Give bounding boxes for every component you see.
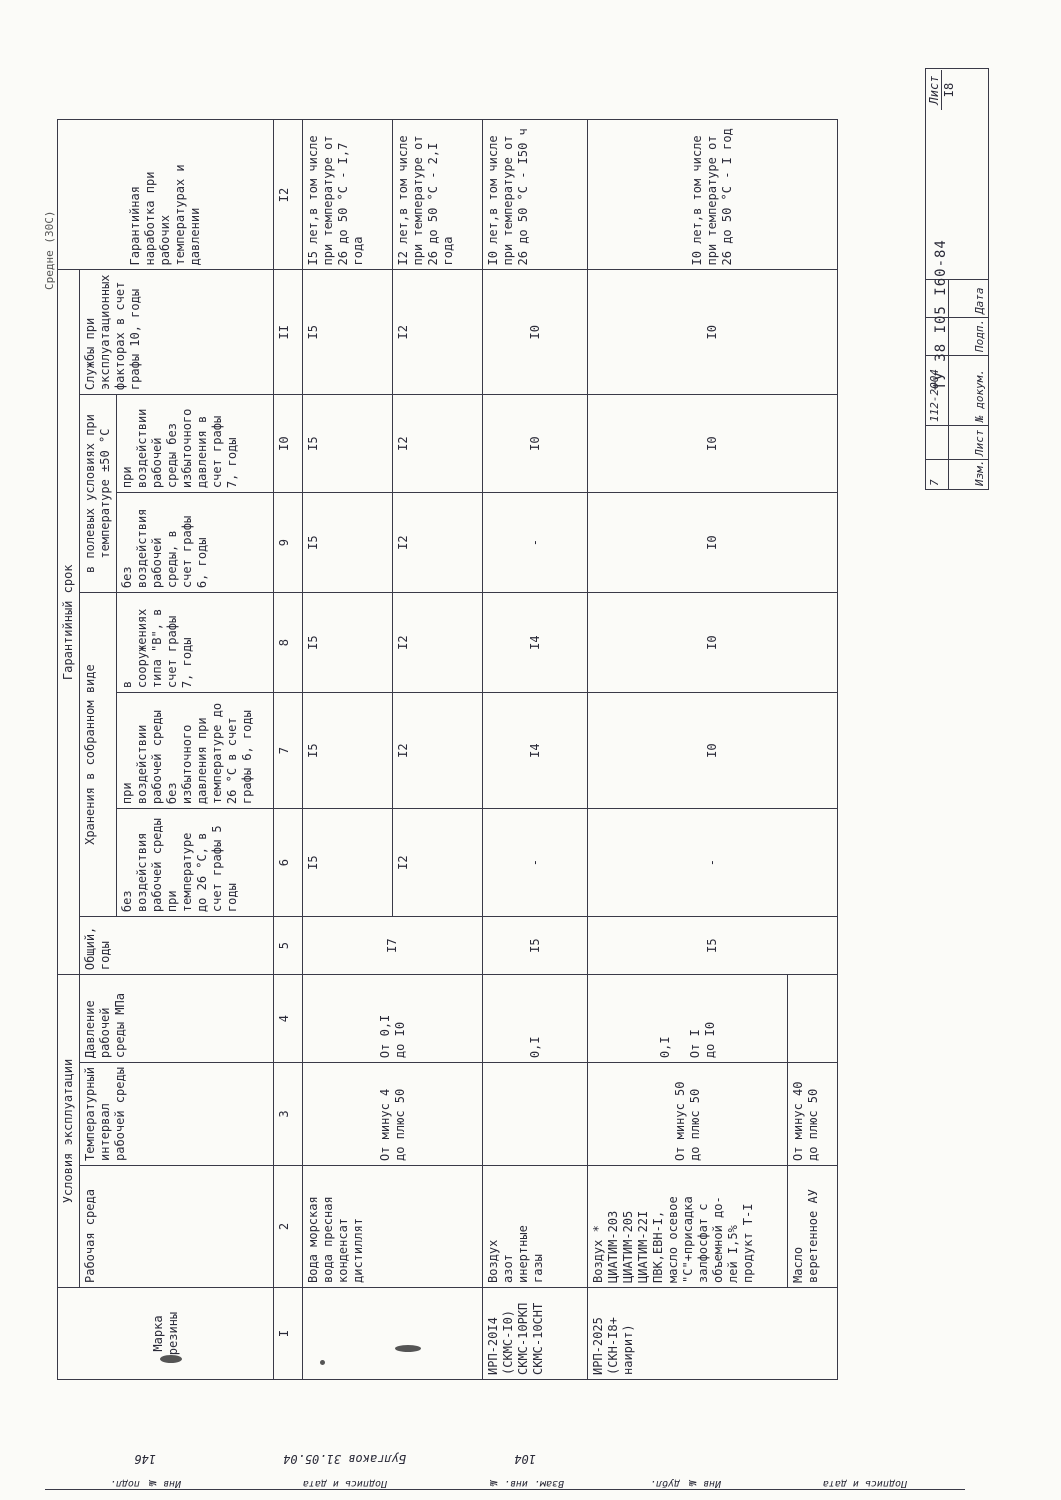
side-value-inv-dup: 104 — [514, 1452, 536, 1466]
cell-brand — [303, 1288, 483, 1380]
cell-c12: I0 лет,в том числе при температуре от 26 до 50 °С - I50 ч — [483, 120, 588, 270]
cell-c8: I0 — [588, 593, 838, 693]
stamp-sheet-label: Лист — [973, 429, 986, 456]
cell-c12: I0 лет,в том числе при температуре от 26 до 50 °С - I год — [588, 120, 838, 270]
header-col7: при воздействии рабочей среды без избыточного давления при температуре до 26 °С в счет графы 6, годы — [117, 693, 274, 809]
cell-total: I7 — [303, 917, 483, 975]
side-label-inv-dup: Взам. инв. № — [445, 1468, 605, 1490]
column-number: 7 — [274, 693, 303, 809]
header-row-1 — [58, 120, 80, 1380]
cell-total: I5 — [483, 917, 588, 975]
side-label-inv-dubl: Инв № дубл. — [605, 1468, 765, 1490]
cell-c6: I2 — [393, 809, 483, 917]
cell-pressure: 0,I От I до I0 — [588, 975, 788, 1063]
cell-total: I5 — [588, 917, 838, 975]
cell-c10: I5 — [303, 395, 393, 493]
table-row — [588, 120, 788, 1380]
header-warranty-period: Гарантийный срок — [58, 270, 80, 975]
cell-c7: I0 — [588, 693, 838, 809]
cell-c10: I0 — [588, 395, 838, 493]
header-col4: Давление рабочей среды МПа — [80, 975, 274, 1063]
cell-c10: I2 — [393, 395, 483, 493]
side-value-inv-orig: 146 — [134, 1452, 156, 1466]
stamp-sign-label: Подп. — [973, 318, 986, 352]
header-col5: Общий, годы — [80, 917, 274, 975]
cell-c6: - — [483, 809, 588, 917]
side-stamp-band — [45, 1380, 1005, 1490]
table-row — [303, 120, 393, 1380]
header-col6: без воздействия рабочей среды при температуре до 26 °С, в счет графы 5 годы — [117, 809, 274, 917]
stamp-doc-value: 112-2004 — [928, 369, 941, 422]
cell-c11: I0 — [588, 270, 838, 395]
cell-media: Масло веретенное АУ — [788, 1166, 838, 1288]
cell-c8: I2 — [393, 593, 483, 693]
stamp-change — [926, 459, 988, 489]
cell-c6: I5 — [303, 809, 393, 917]
cell-temp: От минус 40 до плюс 50 — [788, 1063, 838, 1166]
header-col12: Гарантийная наработка при рабочих температурах и давлении — [58, 120, 274, 270]
sheet-number: I8 — [942, 82, 956, 98]
table-row — [483, 120, 588, 1380]
cell-media: Вода морская вода пресная конденсат дистиллят — [303, 1166, 483, 1288]
cell-media: Воздух * ЦИАТИМ-203 ЦИАТИМ-205 ЦИАТИМ-22I ПВК,ЕВН-I, масло осевое "С"+присадка залфосфат с объемной до- лей I,5% продукт Т-I — [588, 1166, 788, 1288]
cell-pressure — [788, 975, 838, 1063]
column-number: 8 — [274, 593, 303, 693]
header-field: в полевых условиях при температуре ±50 °С — [80, 395, 117, 593]
header-storage: Хранения в собранном виде — [80, 593, 117, 917]
cell-c6: - — [588, 809, 838, 917]
cell-brand: ИРП-20I4 (СКМС-I0) СКМС-10РКП СКМС-10СНТ — [483, 1288, 588, 1380]
document-sheet — [45, 60, 1005, 1490]
cell-c9: I5 — [303, 493, 393, 593]
header-col3: Температурный интервал рабочей среды — [80, 1063, 274, 1166]
column-number: 4 — [274, 975, 303, 1063]
side-label-sign-date: Подпись и дата — [245, 1468, 445, 1490]
cell-c7: I4 — [483, 693, 588, 809]
column-number: I2 — [274, 120, 303, 270]
cell-c9: I0 — [588, 493, 838, 593]
column-number: 5 — [274, 917, 303, 975]
stamp-doc-label: № докум. — [973, 369, 986, 422]
cell-c10: I0 — [483, 395, 588, 493]
scan-smudge — [160, 1355, 182, 1363]
column-number: 9 — [274, 493, 303, 593]
cell-c11: I2 — [393, 270, 483, 395]
cell-brand: ИРП-2025 (СКН-I8+ наирит) — [588, 1288, 838, 1380]
side-value-sign: Булгаков 31.05.04 — [283, 1452, 407, 1466]
column-number: I — [274, 1288, 303, 1380]
cell-temp — [483, 1063, 588, 1166]
header-col9: без воздействия рабочей среды, в счет графы 6, годы — [117, 493, 274, 593]
cell-c11: I5 — [303, 270, 393, 395]
rotated-page-frame — [45, 60, 1005, 1490]
column-number: II — [274, 270, 303, 395]
cell-c7: I5 — [303, 693, 393, 809]
scan-smudge — [395, 1345, 421, 1352]
stamp-change-label: Изм. — [973, 459, 986, 486]
column-number: 3 — [274, 1063, 303, 1166]
cell-c12: I5 лет,в том числе при температуре от 26 до 50 °С - I,7 года — [303, 120, 393, 270]
column-number: 2 — [274, 1166, 303, 1288]
column-number: 6 — [274, 809, 303, 917]
side-label-inv-orig: Инв № подл. — [45, 1468, 245, 1490]
stamp-change-value: 7 — [928, 479, 941, 486]
top-note: Средне (30С) — [43, 210, 56, 290]
cell-media: Воздух азот инертные газы — [483, 1166, 588, 1288]
scan-smudge — [320, 1360, 325, 1365]
cell-c8: I4 — [483, 593, 588, 693]
column-number: I0 — [274, 395, 303, 493]
column-number-row — [274, 120, 303, 1380]
cell-c7: I2 — [393, 693, 483, 809]
stamp-sheet — [926, 425, 988, 459]
cell-pressure: 0,I — [483, 975, 588, 1063]
cell-c8: I5 — [303, 593, 393, 693]
cell-c12: I2 лет,в том числе при температуре от 26 до 50 °С - 2,I года — [393, 120, 483, 270]
cell-pressure: От 0,I до I0 — [303, 975, 483, 1063]
side-label-sign-date-2: Подпись и дата — [765, 1468, 965, 1490]
warranty-table — [57, 119, 838, 1380]
header-col8: в сооружениях типа "В", в счет графы 7, годы — [117, 593, 274, 693]
header-col1: Марка резины — [58, 1288, 274, 1380]
header-col10: при воздействии рабочей среды без избыточного давления в счет графы 7, годы — [117, 395, 274, 493]
cell-c9: - — [483, 493, 588, 593]
header-col11: Службы при эксплуатационных факторах в счет графы 10, годы — [80, 270, 274, 395]
header-operating-conditions: Условия эксплуатации — [58, 975, 80, 1288]
cell-temp: От минус 50 до плюс 50 — [588, 1063, 788, 1166]
stamp-date-label: Дата — [973, 287, 986, 314]
cell-c9: I2 — [393, 493, 483, 593]
header-col2: Рабочая среда — [80, 1166, 274, 1288]
header-row-2 — [80, 120, 117, 1380]
cell-c11: I0 — [483, 270, 588, 395]
cell-temp: От минус 4 до плюс 50 — [303, 1063, 483, 1166]
document-code: ТУ 38 I05 I60-84 — [933, 239, 949, 390]
sheet-number-box — [927, 70, 956, 110]
sheet-label: Лист — [927, 70, 942, 110]
